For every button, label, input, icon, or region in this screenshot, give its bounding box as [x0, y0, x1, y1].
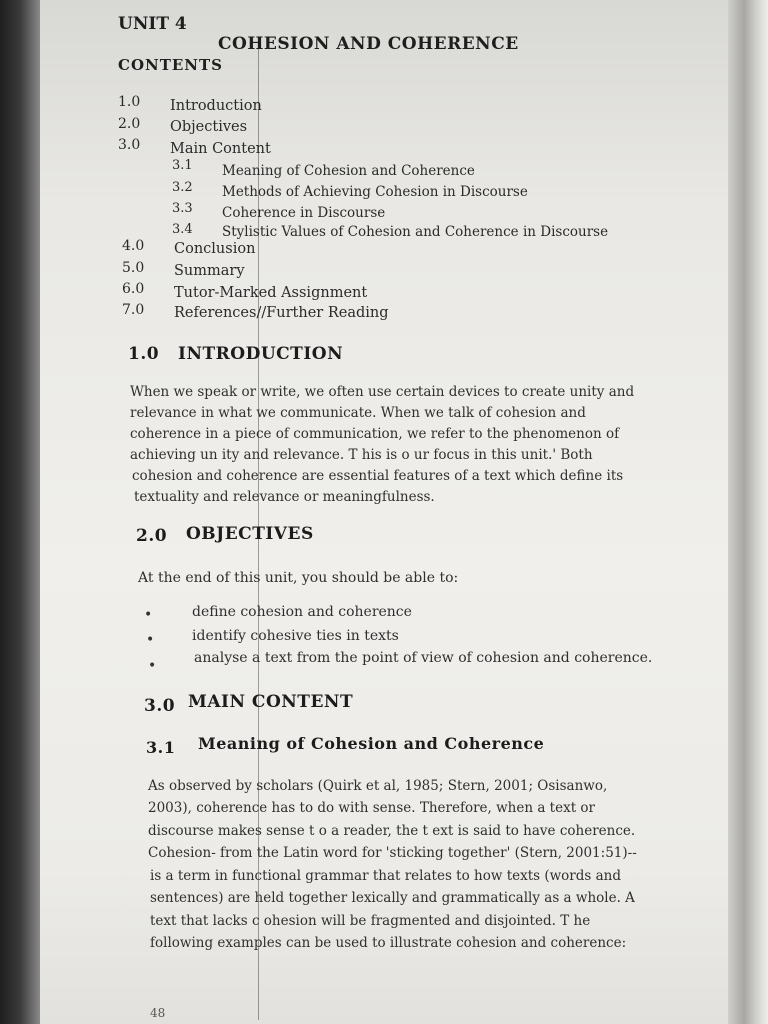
- toc-num: 3.2: [172, 180, 193, 195]
- toc-num: 7.0: [122, 302, 145, 318]
- page-edge: [728, 0, 768, 1024]
- subsection-heading: Meaning of Cohesion and Coherence: [198, 734, 545, 753]
- toc-num: 3.4: [172, 222, 193, 237]
- page-number: 48: [150, 1006, 166, 1020]
- toc-label: Introduction: [170, 98, 262, 114]
- unit-title: COHESION AND COHERENCE: [218, 34, 519, 54]
- toc-label: Coherence in Discourse: [222, 205, 386, 221]
- bullet-dot: •: [144, 607, 153, 623]
- paragraph-line: discourse makes sense t o a reader, the t ext is said to have coherence.: [148, 823, 636, 839]
- toc-label: Summary: [174, 263, 245, 279]
- paragraph-line: sentences) are held together lexically and grammatically as a whole. A: [150, 890, 635, 906]
- toc-num: 6.0: [122, 281, 145, 297]
- section-number: 2.0: [136, 526, 168, 546]
- bullet-dot: •: [148, 658, 157, 674]
- toc-label: Tutor-Marked Assignment: [174, 285, 368, 301]
- list-item: analyse a text from the point of view of cohesion and coherence.: [194, 650, 653, 666]
- list-item: identify cohesive ties in texts: [192, 628, 399, 644]
- paragraph-line: cohesion and coherence are essential features of a text which define its: [132, 468, 624, 484]
- paragraph-line: 2003), coherence has to do with sense. Therefore, when a text or: [148, 800, 595, 816]
- subsection-number: 3.1: [146, 738, 176, 757]
- paragraph-line: text that lacks c ohesion will be fragmented and disjointed. T he: [150, 913, 591, 929]
- paragraph-line: As observed by scholars (Quirk et al, 1985; Stern, 2001; Osisanwo,: [148, 778, 608, 794]
- section-number: 3.0: [144, 696, 176, 716]
- toc-label: Stylistic Values of Cohesion and Coherence in Discourse: [222, 224, 609, 240]
- paragraph-line: achieving un ity and relevance. T his is o ur focus in this unit.' Both: [130, 447, 593, 463]
- toc-num: 4.0: [122, 238, 145, 254]
- section-heading: OBJECTIVES: [186, 524, 314, 544]
- toc-label: Methods of Achieving Cohesion in Discourse: [222, 184, 528, 200]
- unit-label: UNIT 4: [118, 14, 187, 34]
- paragraph-line: textuality and relevance or meaningfulness.: [134, 489, 435, 505]
- paragraph-line: coherence in a piece of communication, we refer to the phenomenon of: [130, 426, 620, 442]
- list-item: define cohesion and coherence: [192, 604, 412, 620]
- toc-num: 1.0: [118, 94, 141, 110]
- toc-label: Objectives: [170, 119, 248, 135]
- paragraph-line: When we speak or write, we often use certain devices to create unity and: [130, 384, 635, 400]
- bullet-dot: •: [146, 632, 155, 648]
- toc-num: 5.0: [122, 260, 145, 276]
- toc-num: 3.0: [118, 137, 141, 153]
- binding-shadow: [0, 0, 40, 1024]
- section-number: 1.0: [128, 344, 160, 364]
- toc-label: Meaning of Cohesion and Coherence: [222, 163, 475, 179]
- toc-num: 3.3: [172, 201, 193, 216]
- paragraph-line: is a term in functional grammar that relates to how texts (words and: [150, 868, 622, 884]
- contents-label: CONTENTS: [118, 56, 224, 74]
- section-heading: MAIN CONTENT: [188, 692, 354, 712]
- objectives-intro: At the end of this unit, you should be able to:: [138, 570, 459, 586]
- toc-label: Conclusion: [174, 241, 256, 257]
- paragraph-line: Cohesion- from the Latin word for 'sticking together' (Stern, 2001:51)--: [148, 845, 637, 861]
- toc-num: 2.0: [118, 116, 141, 132]
- paragraph-line: relevance in what we communicate. When we talk of cohesion and: [130, 405, 586, 421]
- toc-num: 3.1: [172, 158, 193, 173]
- paragraph-line: following examples can be used to illustrate cohesion and coherence:: [150, 935, 627, 951]
- toc-label: Main Content: [170, 141, 271, 157]
- section-heading: INTRODUCTION: [178, 344, 344, 364]
- toc-label: References//Further Reading: [174, 305, 389, 321]
